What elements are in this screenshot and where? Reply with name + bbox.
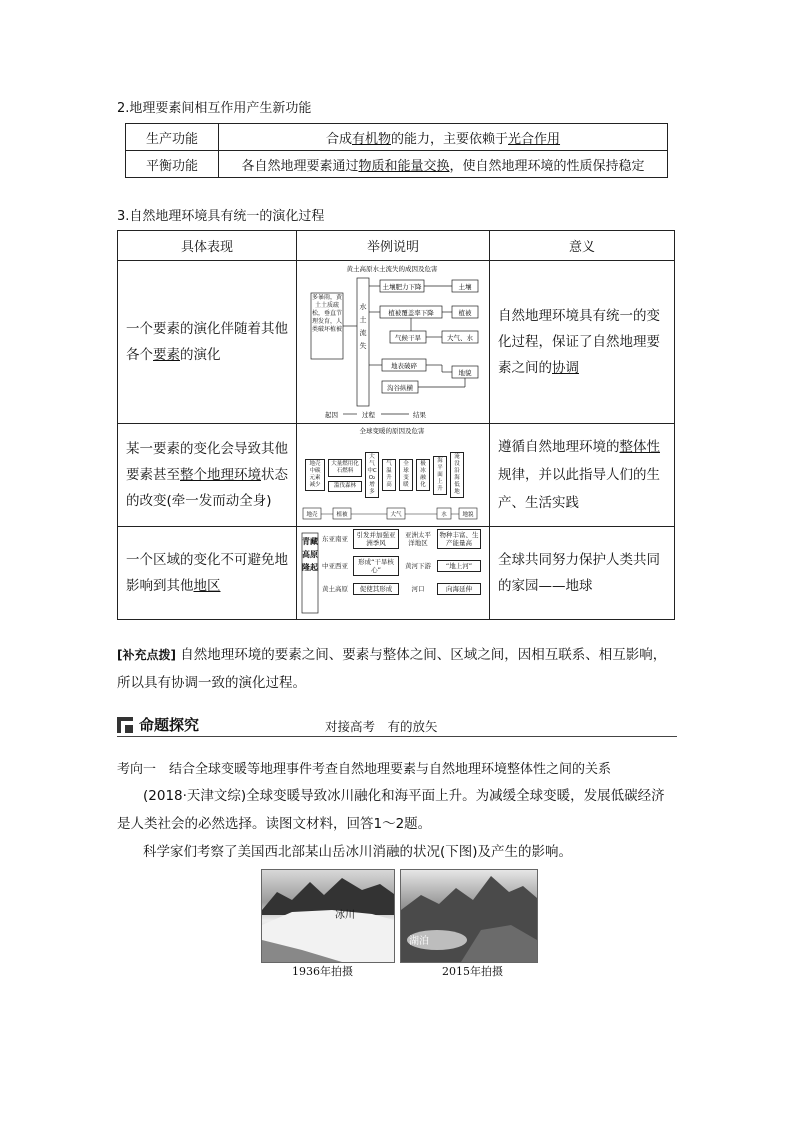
table-row bbox=[118, 527, 675, 620]
legend-result: 结果 bbox=[413, 411, 426, 419]
box-sea-rise: 海平面上升 bbox=[433, 456, 447, 495]
section2-heading: 2.地理要素间相互作用产生新功能 bbox=[117, 101, 312, 116]
row2-right: 遵循自然地理环境的整体性规律，并以此指导人们的生产、生活实践 bbox=[490, 424, 675, 527]
bottom-air: 大气 bbox=[390, 512, 402, 518]
box-deforestation: 滥伐森林 bbox=[328, 481, 362, 492]
origin-box: 青藏高原隆起 bbox=[302, 537, 318, 572]
banner-title: 命题探究 bbox=[139, 716, 200, 734]
banner-slogan: 对接高考 有的放矢 bbox=[325, 719, 438, 734]
box-landform: 地貌 bbox=[458, 369, 472, 377]
box-extend-sea: 向海延伸 bbox=[437, 583, 481, 595]
section3-heading: 3.自然地理环境具有统一的演化过程 bbox=[117, 209, 325, 224]
region-loess: 黄土高原 bbox=[322, 585, 348, 593]
table-row bbox=[118, 261, 675, 424]
table-row bbox=[126, 124, 668, 151]
intro-paragraph: (2018·天津文综)全球变暖导致冰川融化和海平面上升。为减缓全球变暖，发展低碳经济 是人类社会的必然选择。读图文材料，回答1～2题。 科学家们考察了美国西北部某山岳冰川消融的状况(下图)及产生的影响。 bbox=[117, 788, 665, 860]
direction-line: 考向一 结合全球变暖等地理事件考查自然地理要素与自然地理环境整体性之间的关系 bbox=[117, 762, 612, 777]
section-banner bbox=[117, 714, 677, 744]
box-soil-fertility: 土壤肥力下降 bbox=[382, 283, 422, 291]
table-row bbox=[126, 151, 668, 178]
legend-cause: 起因 bbox=[325, 411, 338, 419]
bottom-landform: 地貌 bbox=[462, 512, 474, 518]
photo-1936 bbox=[261, 869, 395, 963]
col-header: 举例说明 bbox=[297, 231, 490, 261]
box-gullies: 沟谷纵横 bbox=[387, 384, 413, 392]
diagram-title: 黄土高原水土流失的成因及危害 bbox=[346, 265, 438, 273]
box-raised-river: “地上河” bbox=[437, 560, 481, 572]
bottom-water: 水 bbox=[441, 512, 447, 518]
photo-label-glacier: 冰川 bbox=[335, 910, 355, 921]
col-header: 意义 bbox=[490, 231, 675, 261]
plateau-diagram bbox=[297, 527, 490, 620]
box-crust-carbon: 地壳中碳元素减少 bbox=[305, 459, 325, 491]
row1-left: 一个要素的演化伴随着其他各个要素的演化 bbox=[118, 261, 297, 424]
bottom-vegetation: 植被 bbox=[336, 512, 348, 518]
box-monsoon: 引发并加强亚洲季风 bbox=[353, 529, 399, 549]
row-value: 各自然地理要素通过物质和能量交换，使自然地理环境的性质保持稳定 bbox=[219, 151, 668, 178]
center-box: 水土流失 bbox=[359, 303, 367, 350]
row-key: 生产功能 bbox=[126, 124, 219, 151]
row-value: 合成有机物的能力，主要依赖于光合作用 bbox=[219, 124, 668, 151]
soil-erosion-diagram bbox=[297, 261, 490, 424]
box-vegetation-cover: 植被覆盖率下降 bbox=[388, 309, 434, 317]
photo-label-lake: 湖泊 bbox=[409, 936, 429, 947]
region-east-south-asia: 东亚南亚 bbox=[322, 535, 348, 543]
causes-box: 多暴雨，黄土土质疏松，垂直节理发育，人类破坏植被 bbox=[312, 294, 342, 333]
box-fossil-fuels: 大量燃用化石燃料 bbox=[328, 459, 362, 477]
row1-right: 自然地理环境具有统一的变化过程，保证了自然地理要素之间的协调 bbox=[490, 261, 675, 424]
box-air-water: 大气、水 bbox=[447, 334, 473, 342]
box-soil: 土壤 bbox=[458, 283, 472, 291]
region-asia-pacific: 亚洲太平洋地区 bbox=[405, 531, 431, 547]
row3-left: 一个区域的变化不可避免地影响到其他地区 bbox=[118, 527, 297, 620]
supplement: [补充点拨] 自然地理环境的要素之间、要素与整体之间、区域之间，因相互联系、相互影响， 所以具有协调一致的演化过程。 bbox=[117, 647, 667, 691]
box-vegetation: 植被 bbox=[458, 309, 472, 317]
legend-process: 过程 bbox=[362, 411, 375, 419]
box-surface-broken: 地表破碎 bbox=[391, 362, 417, 370]
box-co2: 大气中CO₂增多 bbox=[365, 452, 379, 498]
box-ice-melt: 极冰融化 bbox=[416, 459, 430, 491]
region-central-west-asia: 中亚西亚 bbox=[322, 562, 348, 570]
bottom-crust: 地壳 bbox=[306, 512, 318, 518]
diagram-title: 全球变暖的原因及危害 bbox=[359, 427, 425, 435]
col-header: 具体表现 bbox=[118, 231, 297, 261]
box-flood-lowland: 淹没沿海低地 bbox=[450, 452, 464, 498]
box-warming: 全球变暖 bbox=[399, 459, 413, 491]
box-species: 物种丰富、生产能量高 bbox=[437, 529, 481, 549]
row-key: 平衡功能 bbox=[126, 151, 219, 178]
box-formation: 促使其形成 bbox=[353, 583, 399, 595]
region-yellow-river: 黄河下游 bbox=[405, 562, 431, 570]
evolution-table bbox=[117, 230, 675, 620]
photo-caption-1936: 1936年拍摄 bbox=[292, 965, 353, 978]
box-arid-core: 形成“干旱核心” bbox=[353, 556, 399, 576]
supplement-tag: [补充点拨] bbox=[117, 648, 176, 662]
function-table bbox=[125, 123, 668, 178]
table-row bbox=[118, 424, 675, 527]
region-estuary: 河口 bbox=[411, 585, 425, 593]
photo-2015 bbox=[400, 869, 538, 963]
global-warming-diagram bbox=[297, 424, 490, 527]
photo-caption-2015: 2015年拍摄 bbox=[442, 965, 503, 978]
row3-right: 全球共同努力保护人类共同的家园——地球 bbox=[490, 527, 675, 620]
row2-left: 某一要素的变化会导致其他要素甚至整个地理环境状态的改变(牵一发而动全身) bbox=[118, 424, 297, 527]
box-drought: 气候干旱 bbox=[395, 334, 421, 342]
box-temperature: 气温升高 bbox=[382, 459, 396, 491]
